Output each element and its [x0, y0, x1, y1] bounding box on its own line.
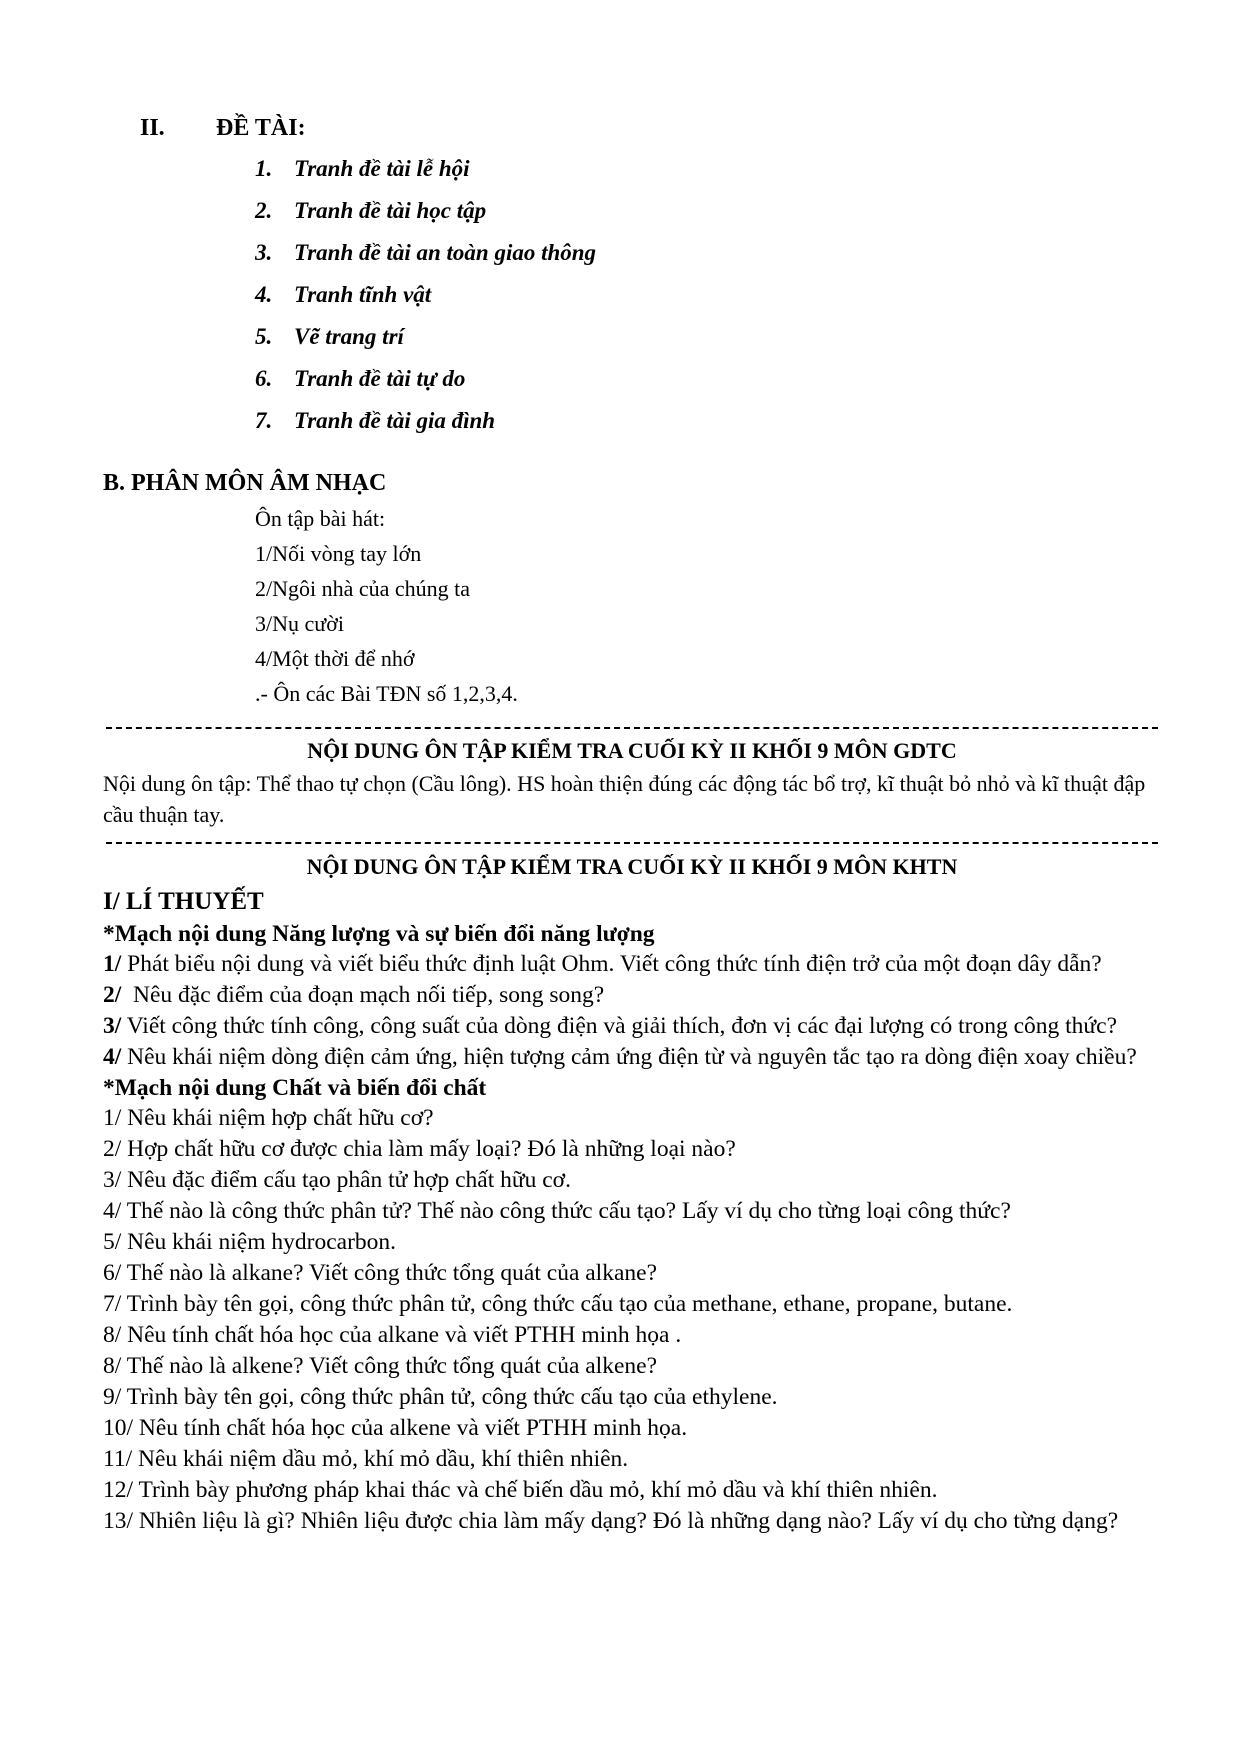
question-number: 4/	[103, 1044, 122, 1070]
question-number: 3/	[103, 1013, 122, 1039]
section-ii-heading	[140, 115, 306, 142]
topic-number: 6.	[255, 366, 273, 391]
topic-text: Tranh đề tài an toàn giao thông	[294, 240, 597, 265]
dashed-divider	[106, 842, 1158, 844]
song-item: 3/Nụ cười	[255, 611, 344, 636]
song-item: 1/Nối vòng tay lớn	[255, 541, 422, 566]
chem-question: 8/ Thế nào là alkene? Viết công thức tổng quát của alkene?	[103, 1353, 658, 1379]
chem-question: 10/ Nêu tính chất hóa học của alkene và viết PTHH minh họa.	[103, 1415, 688, 1441]
topic-item	[255, 155, 596, 197]
chem-question: 6/ Thế nào là alkane? Viết công thức tổng quát của alkane?	[103, 1260, 658, 1286]
song-intro: Ôn tập bài hát:	[255, 506, 386, 531]
question-number: 2/	[103, 982, 122, 1008]
chem-question: 11/ Nêu khái niệm dầu mỏ, khí mỏ dầu, khí thiên nhiên.	[103, 1446, 629, 1472]
question-text: Viết công thức tính công, công suất của dòng điện và giải thích, đơn vị các đại lượng có trong công thức?	[121, 1013, 1118, 1039]
chem-question: 5/ Nêu khái niệm hydrocarbon.	[103, 1229, 397, 1255]
song-item: 4/Một thời để nhớ	[255, 646, 415, 671]
question-number: 1/	[103, 951, 122, 977]
question-text: Nêu đặc điểm của đoạn mạch nối tiếp, song song?	[121, 982, 605, 1008]
energy-question	[103, 1042, 1215, 1073]
topic-number: 4.	[255, 282, 273, 307]
topic-item	[255, 323, 596, 365]
topic-text: Tranh tĩnh vật	[294, 282, 432, 307]
question-text: Phát biểu nội dung và viết biểu thức định luật Ohm. Viết công thức tính điện trở của một đoạn dây dẫn?	[121, 951, 1102, 977]
topic-number: 1.	[255, 156, 273, 181]
topic-number: 5.	[255, 324, 273, 349]
chem-question: 8/ Nêu tính chất hóa học của alkane và viết PTHH minh họa .	[103, 1322, 682, 1348]
topic-text: Tranh đề tài gia đình	[294, 408, 496, 433]
topic-list	[255, 155, 596, 449]
topic-item	[255, 407, 596, 449]
khtn-heading: NỘI DUNG ÔN TẬP KIỂM TRA CUỐI KỲ II KHỐI 9 MÔN KHTN	[306, 854, 958, 879]
chem-question: 1/ Nêu khái niệm hợp chất hữu cơ?	[103, 1105, 434, 1131]
dashed-divider	[106, 727, 1158, 729]
section-b-heading: B. PHÂN MÔN ÂM NHẠC	[103, 470, 387, 496]
topic-number: 3.	[255, 240, 273, 265]
energy-question	[103, 980, 1215, 1011]
chem-question: 12/ Trình bày phương pháp khai thác và chế biến dầu mỏ, khí mỏ dầu và khí thiên nhiên.	[103, 1477, 938, 1503]
khtn-section-title: I/ LÍ THUYẾT	[103, 888, 264, 915]
gdtc-body: Nội dung ôn tập: Thể thao tự chọn (Cầu lông). HS hoàn thiện đúng các động tác bổ trợ, kĩ thuật bỏ nhỏ và kĩ thuật đập cầu thuận tay.	[103, 771, 1146, 827]
song-item: 2/Ngôi nhà của chúng ta	[255, 576, 471, 601]
chem-question: 7/ Trình bày tên gọi, công thức phân tử, công thức cấu tạo của methane, ethane, propane, butane.	[103, 1291, 1013, 1317]
topic-text: Tranh đề tài tự do	[294, 366, 466, 391]
gdtc-heading: NỘI DUNG ÔN TẬP KIỂM TRA CUỐI KỲ II KHỐI 9 MÔN GDTC	[307, 738, 957, 763]
question-text: Nêu khái niệm dòng điện cảm ứng, hiện tượng cảm ứng điện từ và nguyên tắc tạo ra dòng điện xoay chiều?	[121, 1044, 1137, 1070]
chem-question: 2/ Hợp chất hữu cơ được chia làm mấy loại? Đó là những loại nào?	[103, 1136, 736, 1162]
chem-question: 9/ Trình bày tên gọi, công thức phân tử, công thức cấu tạo của ethylene.	[103, 1384, 778, 1410]
song-list	[255, 505, 518, 715]
topic-text: Vẽ trang trí	[294, 324, 404, 349]
topic-number: 7.	[255, 408, 273, 433]
energy-question	[103, 949, 1215, 980]
topic-text: Tranh đề tài lễ hội	[294, 156, 470, 181]
energy-question	[103, 1011, 1215, 1042]
topic-text: Tranh đề tài học tập	[294, 198, 487, 223]
song-note: .- Ôn các Bài TĐN số 1,2,3,4.	[255, 681, 518, 706]
khtn-content	[103, 885, 1215, 1537]
topic-number: 2.	[255, 198, 273, 223]
section-ii-number: II.	[140, 115, 165, 141]
topic-item	[255, 197, 596, 239]
topic-item	[255, 239, 596, 281]
section-ii-title: ĐỀ TÀI:	[216, 115, 306, 141]
chem-question: 3/ Nêu đặc điểm cấu tạo phân tử hợp chất hữu cơ.	[103, 1167, 571, 1193]
topic-item	[255, 365, 596, 407]
chem-question: 13/ Nhiên liệu là gì? Nhiên liệu được chia làm mấy dạng? Đó là những dạng nào? Lấy ví dụ cho từng dạng?	[103, 1508, 1119, 1534]
energy-strand-title: *Mạch nội dung Năng lượng và sự biến đổi năng lượng	[103, 921, 655, 947]
topic-item	[255, 281, 596, 323]
chem-question: 4/ Thế nào là công thức phân tử? Thế nào công thức cấu tạo? Lấy ví dụ cho từng loại công thức?	[103, 1198, 1011, 1224]
chemistry-strand-title: *Mạch nội dung Chất và biến đổi chất	[103, 1075, 487, 1101]
